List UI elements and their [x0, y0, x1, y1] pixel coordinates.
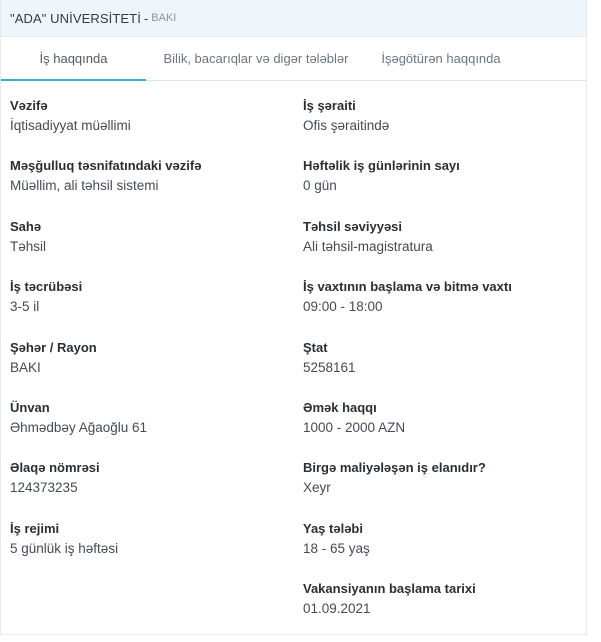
- field-work-conditions: [303, 98, 593, 158]
- tab-bar: [1, 37, 586, 81]
- field-label: Yaş tələbi: [303, 520, 363, 536]
- tab-job-info[interactable]: İş haqqında: [1, 37, 146, 80]
- field-value: 18 - 65 yaş: [303, 540, 370, 556]
- field-age-requirement: [303, 521, 593, 581]
- field-value: 5 günlük iş həftəsi: [10, 540, 119, 556]
- field-value: BAKI: [10, 359, 41, 375]
- field-label: İş rejimi: [10, 520, 60, 536]
- field-weekly-workdays: [303, 158, 593, 218]
- field-value: 124373235: [10, 480, 78, 496]
- field-value: İqtisadiyyat müəllimi: [10, 118, 131, 133]
- field-staff-id: [303, 340, 593, 400]
- field-value: 5258161: [303, 359, 356, 375]
- field-value: 01.09.2021: [303, 601, 371, 617]
- employer-city: BAKI: [151, 12, 177, 24]
- field-label: İş təcrübəsi: [10, 279, 83, 295]
- field-value: 09:00 - 18:00: [303, 299, 383, 315]
- field-label: İş şəraiti: [303, 98, 356, 113]
- field-label: Vakansiyanın başlama tarixi: [303, 581, 476, 597]
- field-label: Həftəlik iş günlərinin sayı: [303, 158, 460, 174]
- field-value: Ofis şəraitində: [303, 118, 390, 133]
- field-position: [10, 98, 303, 158]
- field-classification-position: [10, 158, 303, 218]
- field-value: 1000 - 2000 AZN: [303, 419, 406, 435]
- field-label: Ştat: [303, 339, 328, 355]
- field-work-mode: [10, 521, 303, 581]
- header-separator: -: [143, 10, 149, 26]
- field-value: Ali təhsil-magistratura: [303, 238, 433, 254]
- field-value: Əhmədbəy Ağaoğlu 61: [10, 419, 148, 435]
- field-label: Şəhər / Rayon: [10, 339, 97, 355]
- field-label: Əmək haqqı: [303, 399, 377, 415]
- employer-name: "ADA" UNİVERSİTETİ: [10, 10, 141, 26]
- field-label: Vəzifə: [10, 98, 48, 113]
- field-label: Ünvan: [10, 399, 50, 415]
- field-value: Müəllim, ali təhsil sistemi: [10, 178, 159, 194]
- field-value: 0 gün: [303, 178, 337, 194]
- field-co-financed: [303, 460, 593, 520]
- field-value: Təhsil: [10, 238, 47, 254]
- field-working-hours: [303, 279, 593, 339]
- field-vacancy-start-date: [303, 581, 593, 641]
- field-value: 3-5 il: [10, 299, 40, 315]
- field-label: Əlaqə nömrəsi: [10, 460, 100, 476]
- field-value: Xeyr: [303, 480, 331, 496]
- tab-skills-requirements[interactable]: Bilik, bacarıqlar və digər tələblər: [163, 51, 349, 66]
- field-label: Məşğulluq təsnifatındaki vəzifə: [10, 158, 202, 174]
- field-address: [10, 400, 303, 460]
- field-label: Birgə maliyələşən iş elanıdır?: [303, 460, 486, 476]
- field-salary: [303, 400, 593, 460]
- field-experience: [10, 279, 303, 339]
- field-education-level: [303, 219, 593, 279]
- tab-employer-info[interactable]: İşəgötürən haqqında: [381, 51, 501, 66]
- field-city: [10, 340, 303, 400]
- field-label: Sahə: [10, 218, 42, 234]
- field-sector: [10, 219, 303, 279]
- field-label: Təhsil səviyyəsi: [303, 218, 403, 234]
- field-contact-number: [10, 460, 303, 520]
- employer-header: [1, 0, 586, 37]
- field-label: İş vaxtının başlama və bitmə vaxtı: [303, 279, 512, 295]
- empty-cell: [10, 581, 303, 641]
- job-details-grid: [1, 81, 586, 642]
